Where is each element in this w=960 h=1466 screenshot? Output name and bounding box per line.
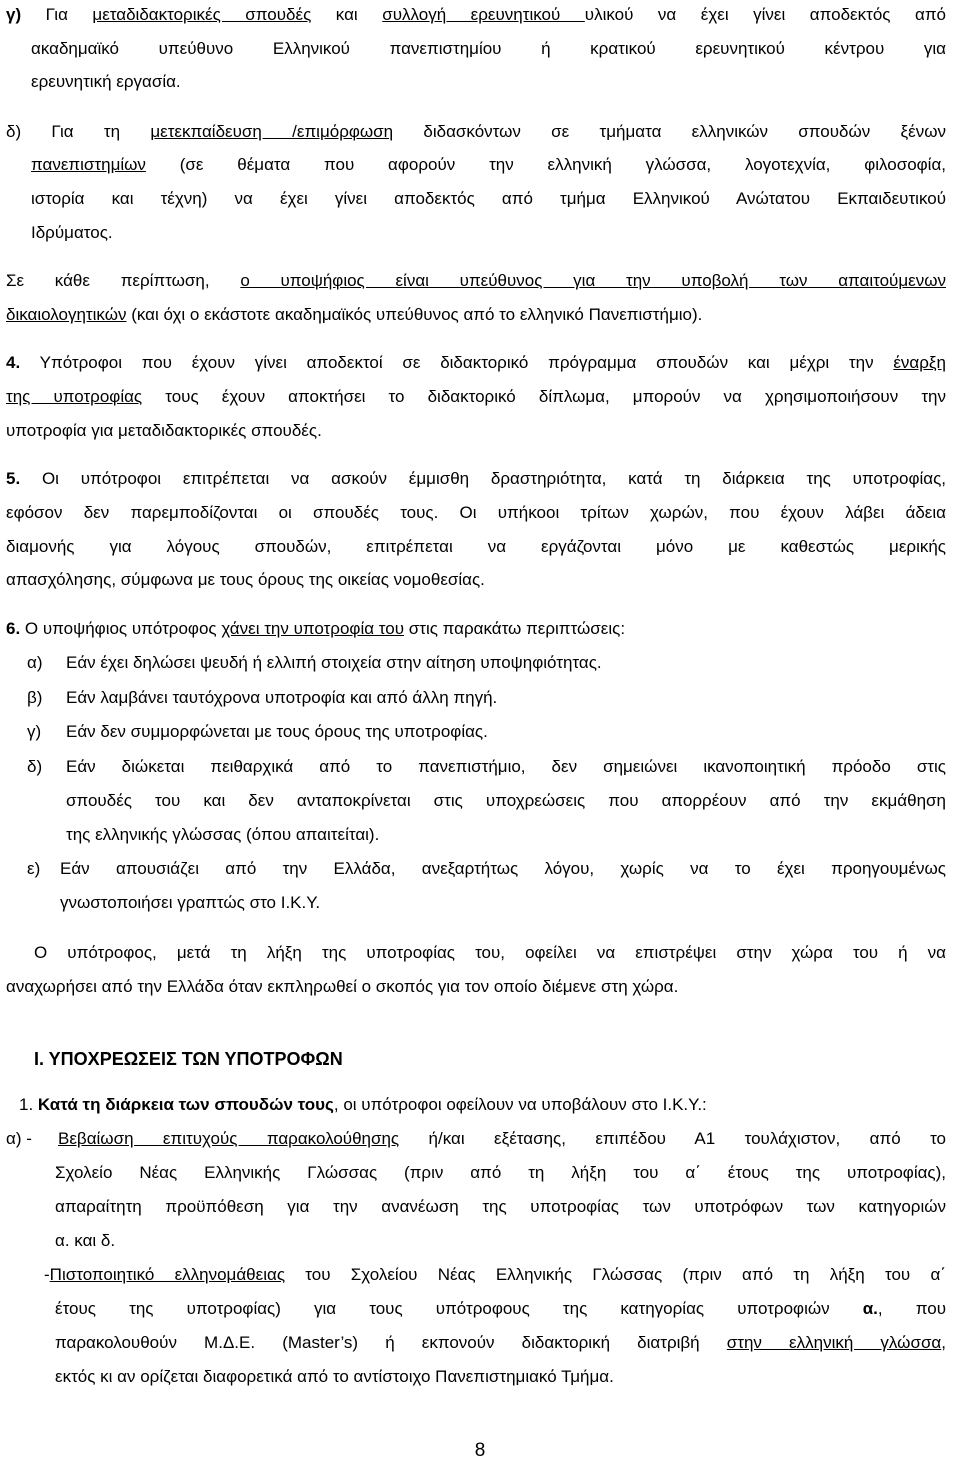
item-6-b-marker: β) (27, 688, 43, 707)
para-g-line-1: γ) Για μεταδιδακτορικές σπουδές και συλλογή ερευνητικού υλικού να έχει γίνει αποδεκτός από (6, 5, 946, 24)
item-6-c-marker: γ) (27, 722, 42, 741)
item-6-e-marker: ε) (27, 859, 41, 878)
section-a-line-1: Βεβαίωση επιτυχούς παρακολούθησης ή/και εξέτασης, επιπέδου Α1 τουλάχιστον, από το (58, 1129, 946, 1148)
section-a-line-3: απαραίτητη προϋπόθεση για την ανανέωση της υποτροφίας των υποτρόφων των κατηγοριών (55, 1197, 946, 1216)
underlined-text: χάνει την υποτροφία του (221, 619, 405, 638)
para-return-line-1: Ο υπότροφος, μετά τη λήξη της υποτροφίας του, οφείλει να επιστρέψει στην χώρα του ή να (34, 943, 946, 962)
item-6-a-text: Εάν έχει δηλώσει ψευδή ή ελλιπή στοιχεία στην αίτηση υποψηφιότητας. (66, 653, 602, 672)
underlined-text: συλλογή ερευνητικού (382, 5, 585, 24)
underlined-text: Βεβαίωση επιτυχούς παρακολούθησης (58, 1129, 400, 1148)
item-4-line-2: της υποτροφίας τους έχουν αποκτήσει το διδακτορικό δίπλωμα, μπορούν να χρησιμοποιήσουν την (6, 387, 946, 406)
underlined-text: μεταδιδακτορικές σπουδές (92, 5, 312, 24)
section-p-line-3: παρακολουθούν Μ.Δ.Ε. (Master’s) ή εκπονούν διδακτορική διατριβή στην ελληνική γλώσσα, (55, 1333, 946, 1352)
underlined-text: έναρξη (893, 353, 946, 372)
item-6-a-marker: α) (27, 653, 43, 672)
underlined-text: της υποτροφίας (6, 387, 143, 406)
section-heading: Ι. ΥΠΟΧΡΕΩΣΕΙΣ ΤΩΝ ΥΠΟΤΡΟΦΩΝ (34, 1049, 343, 1069)
item-6-number: 6. (6, 619, 21, 638)
item-5-line-4: απασχόλησης, σύμφωνα με τους όρους της οικείας νομοθεσίας. (6, 570, 485, 589)
item-6-d-text-1: Εάν διώκεται πειθαρχικά από το πανεπιστήμιο, δεν σημειώνει ικανοποιητική πρόοδο στις (66, 757, 946, 776)
item-5-line-3: διαμονής για λόγους σπουδών, επιτρέπεται να εργάζονται μόνο με καθεστώς μερικής (6, 537, 946, 556)
para-d-line-2: πανεπιστημίων (σε θέματα που αφορούν την ελληνική γλώσσα, λογοτεχνία, φιλοσοφία, (31, 155, 946, 174)
bold-text: α. (862, 1299, 878, 1318)
underlined-text: ο υποψήφιος είναι υπεύθυνος για την υποβολή των απαιτούμενων (240, 271, 946, 290)
para-return-line-2: αναχωρήσει από την Ελλάδα όταν εκπληρωθεί ο σκοπός για τον οποίο διέμενε στη χώρα. (6, 977, 679, 996)
page-number: 8 (474, 1440, 486, 1461)
item-6-c-text: Εάν δεν συμμορφώνεται με τους όρους της υποτροφίας. (66, 722, 488, 741)
underlined-text: μετεκπαίδευση /επιμόρφωση (150, 122, 394, 141)
item-5-line-2: εφόσον δεν παρεμποδίζονται οι σπουδές τους. Οι υπήκοοι τρίτων χωρών, που έχουν λάβει άδεια (6, 503, 946, 522)
item-6-d-marker: δ) (27, 757, 43, 776)
section-a-line-4: α. και δ. (55, 1231, 116, 1250)
item-6-intro: 6. Ο υποψήφιος υπότροφος χάνει την υποτροφία του στις παρακάτω περιπτώσεις: (6, 619, 626, 638)
item-6-e-text-1: Εάν απουσιάζει από την Ελλάδα, ανεξαρτήτως λόγου, χωρίς να το έχει προηγουμένως (60, 859, 946, 878)
bold-text: Κατά τη διάρκεια των σπουδών τους (37, 1095, 334, 1114)
item-6-e-text-2: γνωστοποιήσει γραπτώς στο Ι.Κ.Υ. (60, 893, 321, 912)
section-p-line-1: -Πιστοποιητικό ελληνομάθειας του Σχολείου Νέας Ελληνικής Γλώσσας (πριν από τη λήξη του α΄ (44, 1265, 946, 1284)
underlined-text: Πιστοποιητικό ελληνομάθειας (49, 1265, 286, 1284)
item-4-number: 4. (6, 353, 21, 372)
para-d-line-4: Ιδρύματος. (31, 223, 113, 242)
underlined-text: δικαιολογητικών (6, 305, 127, 324)
section-item-1: 1. Κατά τη διάρκεια των σπουδών τους, οι υπότροφοι οφείλουν να υποβάλουν στο Ι.Κ.Υ.: (19, 1095, 707, 1114)
item-4-line-3: υποτροφία για μεταδιδακτορικές σπουδές. (6, 421, 322, 440)
item-6-d-text-3: της ελληνικής γλώσσας (όπου απαιτείται). (66, 825, 380, 844)
para-d-line-3: ιστορία και τέχνη) να έχει γίνει αποδεκτός από τμήμα Ελληνικού Ανώτατου Εκπαιδευτικού (31, 189, 946, 208)
underlined-text: πανεπιστημίων (31, 155, 146, 174)
section-a-marker: α) - (6, 1129, 32, 1148)
item-5-number: 5. (6, 469, 21, 488)
item-6-b-text: Εάν λαμβάνει ταυτόχρονα υποτροφία και από άλλη πηγή. (66, 688, 498, 707)
item-6-d-text-2: σπουδές του και δεν ανταποκρίνεται στις υποχρεώσεις που απορρέουν από την εκμάθηση (66, 791, 946, 810)
section-a-line-2: Σχολείο Νέας Ελληνικής Γλώσσας (πριν από τη λήξη του α΄ έτους της υποτροφίας), (55, 1163, 946, 1182)
para-g-line-2: ακαδημαϊκό υπεύθυνο Ελληνικού πανεπιστημίου ή κρατικού ερευνητικού κέντρου για (31, 39, 946, 58)
item-4-line-1: 4. Υπότροφοι που έχουν γίνει αποδεκτοί σε διδακτορικό πρόγραμμα σπουδών και μέχρι την έναρξη (6, 353, 946, 372)
para-case-line-1: Σε κάθε περίπτωση, ο υποψήφιος είναι υπεύθυνος για την υποβολή των απαιτούμενων (6, 271, 946, 290)
item-5-line-1: 5. Οι υπότροφοι επιτρέπεται να ασκούν έμμισθη δραστηριότητα, κατά τη διάρκεια της υποτροφίας, (6, 469, 946, 488)
para-g-line-3: ερευνητική εργασία. (31, 72, 181, 91)
section-p-line-2: έτους της υποτροφίας) για τους υπότροφους της κατηγορίας υποτροφιών α., που (55, 1299, 946, 1318)
section-p-line-4: εκτός κι αν ορίζεται διαφορετικά από το αντίστοιχο Πανεπιστημιακό Τμήμα. (55, 1367, 614, 1386)
para-g-marker: γ) (6, 5, 22, 24)
para-case-line-2: δικαιολογητικών (και όχι ο εκάστοτε ακαδημαϊκός υπεύθυνος από το ελληνικό Πανεπιστήμιο). (6, 305, 703, 324)
para-d-line-1: δ) Για τη μετεκπαίδευση /επιμόρφωση διδασκόντων σε τμήματα ελληνικών σπουδών ξένων (6, 122, 947, 141)
underlined-text: στην ελληνική γλώσσα (726, 1333, 942, 1352)
